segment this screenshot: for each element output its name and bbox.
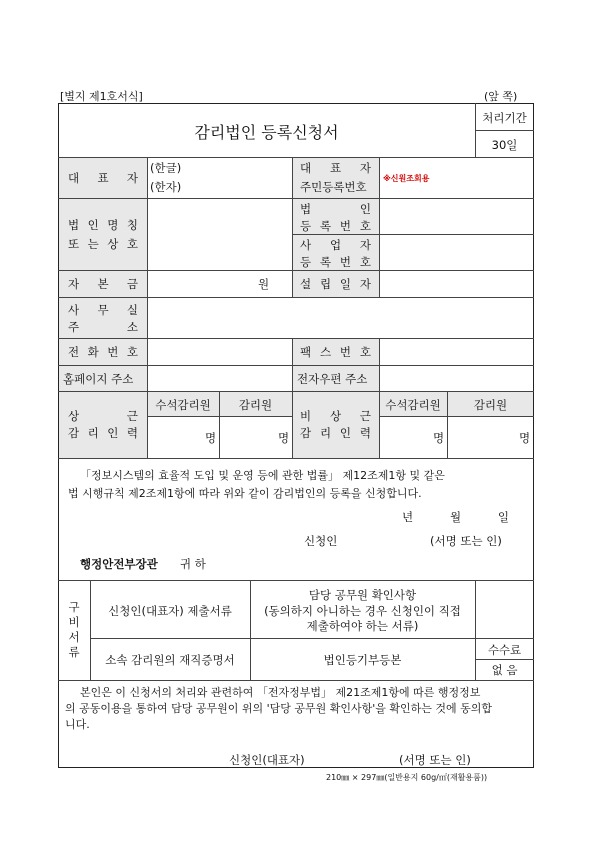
biz-reg-label-2: 등 록 번 호 xyxy=(300,255,371,269)
biz-reg-label-1: 사 업 자 xyxy=(300,238,371,252)
office-label-1: 사 무 실 xyxy=(68,303,138,317)
statement-line-1: 「정보시스템의 효율적 도입 및 운영 등에 관한 법률」 제12조제1항 및 같은 xyxy=(80,469,445,482)
fee-value: 없 음 xyxy=(491,663,518,677)
fax-label: 팩 스 번 호 xyxy=(300,345,371,359)
capital-unit: 원 xyxy=(258,277,270,291)
rep-name-korean[interactable]: (한글) xyxy=(150,161,182,175)
fulltime-head-unit: 명 xyxy=(205,431,217,445)
rep-id-label-1: 대 표 자 xyxy=(300,161,371,175)
statement-line-2: 법 시행규칙 제2조제1항에 따라 위와 같이 감리법인의 등록을 신청합니다. xyxy=(68,487,422,500)
parttime-head-label: 수석감리원 xyxy=(385,398,441,412)
parttime-head-unit: 명 xyxy=(433,431,445,445)
phone-label: 전 화 번 호 xyxy=(68,345,138,359)
official-check-note-1: (동의하지 아니하는 경우 신청인이 직접 xyxy=(264,604,461,618)
consent-line-3: 니다. xyxy=(65,718,90,731)
fulltime-label-2: 감 리 인 력 xyxy=(68,426,138,440)
corp-name-label-1: 법 인 명 칭 xyxy=(68,218,138,232)
fulltime-label-1: 상 근 xyxy=(68,409,138,423)
applicant-signature[interactable]: (서명 또는 인) xyxy=(430,534,502,548)
processing-period-label: 처리기간 xyxy=(482,111,527,125)
capital-label: 자 본 금 xyxy=(68,277,138,291)
rep-id-label-2: 주민등록번호 xyxy=(300,180,367,194)
application-date[interactable]: 년 월 일 xyxy=(402,510,509,524)
parttime-auditor-unit: 명 xyxy=(519,431,531,445)
fulltime-auditor-unit: 명 xyxy=(278,431,290,445)
representative-label: 대 표 자 xyxy=(68,171,138,185)
form-number: [별지 제1호서식] xyxy=(60,90,143,103)
corp-reg-label-2: 등 록 번 호 xyxy=(300,219,371,233)
consent-line-1: 본인은 이 신청서의 처리와 관련하여 「전자정부법」 제21조제1항에 따른 행정정보 xyxy=(80,686,481,699)
corp-reg-label-1: 법 인 xyxy=(300,202,371,216)
addressee: 행정안전부장관 xyxy=(80,557,158,571)
addressee-honorific: 귀 하 xyxy=(180,557,206,571)
official-check-note-2: 제출하여야 하는 서류) xyxy=(306,619,419,633)
doc-corp-registry: 법인등기부등본 xyxy=(323,653,402,667)
form-title: 감리법인 등록신청서 xyxy=(194,123,339,142)
homepage-label: 홈페이지 주소 xyxy=(63,372,134,386)
background-check-note: ※신원조회용 xyxy=(383,174,430,183)
corp-name-label-2: 또 는 상 호 xyxy=(68,237,138,251)
office-label-2: 주 소 xyxy=(68,320,138,334)
page-side: (앞 쪽) xyxy=(484,90,518,103)
email-label: 전자우편 주소 xyxy=(297,372,368,386)
applicant-label: 신청인 xyxy=(304,534,338,548)
doc-employment-cert: 소속 감리원의 재직증명서 xyxy=(105,653,235,667)
fulltime-auditor-label: 감리원 xyxy=(238,398,273,412)
official-check-title: 담당 공무원 확인사항 xyxy=(308,588,417,602)
applicant-submit-docs-label: 신청인(대표자) 제출서류 xyxy=(108,604,232,618)
parttime-label-2: 감 리 인 력 xyxy=(300,426,371,440)
consent-applicant-label: 신청인(대표자) xyxy=(229,753,305,767)
fee-label: 수수료 xyxy=(487,643,522,657)
parttime-label-1: 비 상 근 xyxy=(300,409,371,423)
processing-period-value: 30일 xyxy=(491,138,518,152)
consent-line-2: 의 공동이용을 통하여 담당 공무원이 위의 '담당 공무원 확인사항'을 확인하는 것에 동의합 xyxy=(65,702,493,715)
required-docs-label: 구 비 서 류 xyxy=(68,600,80,659)
fulltime-head-label: 수석감리원 xyxy=(155,398,211,412)
parttime-auditor-label: 감리원 xyxy=(473,398,508,412)
consent-signature[interactable]: (서명 또는 인) xyxy=(399,753,471,767)
established-date-label: 설 립 일 자 xyxy=(300,277,371,291)
paper-size-note: 210㎜ × 297㎜(일반용지 60g/㎡(재활용품)) xyxy=(326,773,488,782)
rep-name-hanja[interactable]: (한자) xyxy=(150,180,182,194)
